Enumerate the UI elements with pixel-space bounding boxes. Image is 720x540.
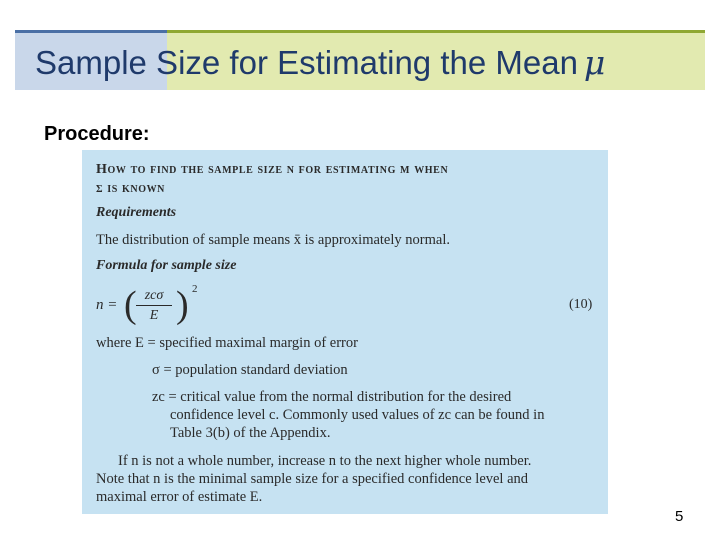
note-line-2: Note that n is the minimal sample size for a specified confidence level and	[96, 471, 529, 487]
note-line-3: maximal error of estimate E.	[96, 489, 263, 505]
note-line-1: If n is not a whole number, increase n to the next higher whole number.	[118, 453, 532, 469]
mu-symbol: μ	[583, 43, 606, 82]
formula-label: Formula for sample size	[96, 258, 237, 273]
page-number: 5	[675, 508, 684, 525]
procedure-box	[82, 150, 608, 514]
slide-title-text: Sample Size for Estimating the Mean	[35, 44, 578, 81]
heading-line-2: σ is known	[96, 181, 165, 196]
sigma-definition: σ = population standard deviation	[152, 362, 348, 378]
formula-lhs: n =	[96, 297, 118, 313]
formula-fraction	[136, 288, 172, 324]
where-E-definition: where E = specified maximal margin of error	[96, 335, 358, 351]
left-paren: (	[124, 284, 137, 326]
procedure-label: Procedure:	[44, 123, 150, 145]
title-bar	[15, 30, 705, 90]
equation-number: (10)	[569, 297, 593, 312]
procedure-heading	[96, 160, 576, 198]
formula-numerator: zcσ	[136, 288, 172, 306]
slide-title	[35, 43, 605, 82]
zc-definition-line-1: zc = critical value from the normal distribution for the desired	[152, 389, 512, 405]
requirements-text: The distribution of sample means x̄ is approximately normal.	[96, 232, 450, 248]
formula-denominator: E	[149, 308, 159, 323]
sample-size-formula	[96, 285, 596, 329]
requirements-label: Requirements	[96, 205, 177, 220]
zc-definition-line-2: confidence level c. Commonly used values of zc can be found in	[170, 407, 545, 423]
heading-line-1: How to find the sample size n for estimating μ when	[96, 162, 449, 177]
formula-exponent: 2	[192, 283, 198, 295]
right-paren: )	[176, 284, 189, 326]
zc-definition-line-3: Table 3(b) of the Appendix.	[170, 425, 331, 441]
